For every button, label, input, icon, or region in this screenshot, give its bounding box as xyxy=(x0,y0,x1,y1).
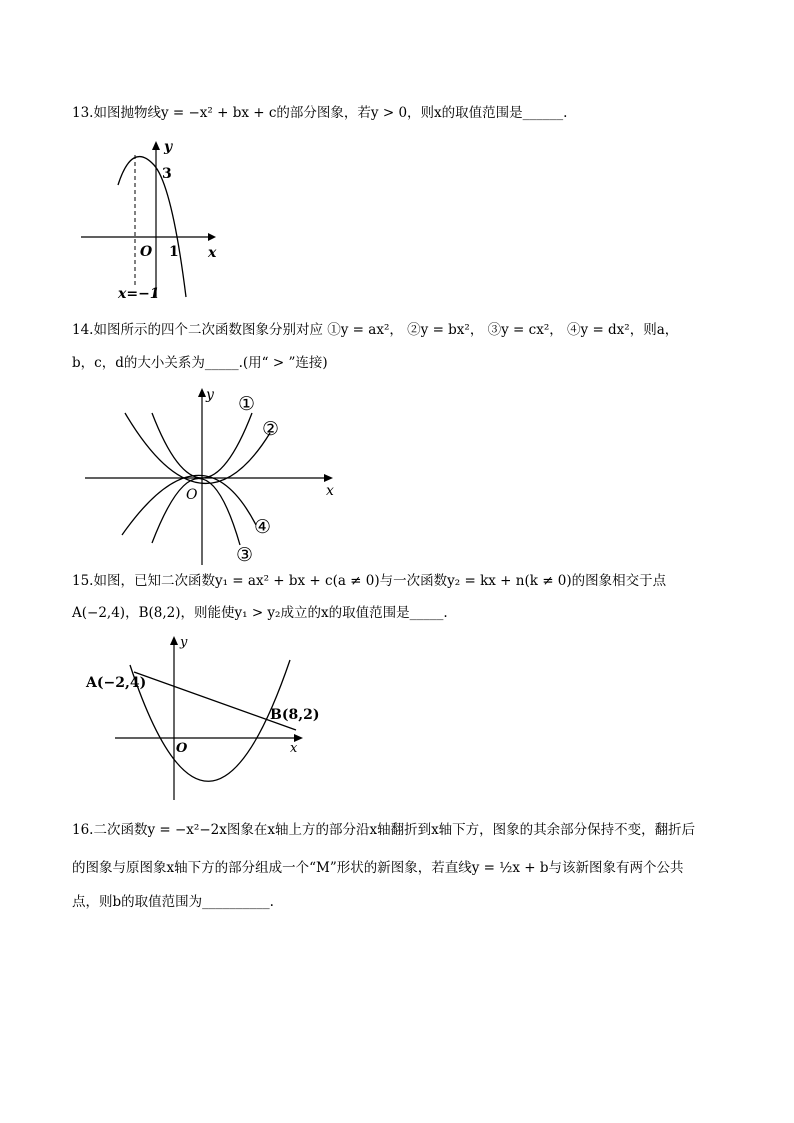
q14-label-3: ③ xyxy=(236,544,254,566)
q13-x-label: x xyxy=(208,245,217,261)
q13-y-intercept-label: 3 xyxy=(162,166,172,182)
q13-y-label: y xyxy=(164,139,173,155)
q15-point-b-label: B(8,2) xyxy=(270,707,320,723)
q13-parabola xyxy=(118,157,186,297)
q13-origin-label: O xyxy=(140,244,153,260)
q15-y-arrow xyxy=(170,636,178,645)
q15-text-line1: 15.如图，已知二次函数y₁ = ax² + bx + c(a ≠ 0)与一次函数y₂ = kx + n(k ≠ 0)的图象相交于点 xyxy=(72,573,667,589)
q15-origin-label: O xyxy=(176,741,188,756)
q15-y-label: y xyxy=(180,635,188,650)
q16-text-line3: 点，则b的取值范围为__________. xyxy=(72,894,274,910)
q15-point-a-label: A(−2,4) xyxy=(86,675,147,691)
q14-figure xyxy=(80,383,350,568)
q15-x-label: x xyxy=(290,741,298,756)
q15-text-line2: A(−2,4)，B(8,2)，则能使y₁ > y₂成立的x的取值范围是_____. xyxy=(72,605,448,621)
q14-curve-4 xyxy=(122,475,256,535)
q13-text: 13.如图抛物线y = −x² + bx + c的部分图象，若y > 0，则x的取值范围是______. xyxy=(72,105,568,121)
q14-text-line2: b，c，d的大小关系为_____.(用“ > ”连接) xyxy=(72,355,328,371)
q14-origin-label: O xyxy=(186,487,198,503)
q16-text-line2: 的图象与原图象x轴下方的部分组成一个“M”形状的新图象，若直线y = ½x + b与该新图象有两个公共 xyxy=(72,860,684,876)
q14-x-arrow xyxy=(324,474,333,482)
q15-figure xyxy=(82,630,322,805)
q14-y-label: y xyxy=(206,387,214,403)
q13-axis-line-label: x=−1 xyxy=(118,286,160,302)
q14-label-2: ② xyxy=(262,418,280,440)
q14-y-arrow xyxy=(198,388,206,397)
q13-figure xyxy=(74,137,234,303)
q16-text-line1: 16.二次函数y = −x²−2x图象在x轴上方的部分沿x轴翻折到x轴下方，图象的其余部分保持不变，翻折后 xyxy=(72,822,696,838)
q14-label-1: ① xyxy=(238,393,256,415)
q14-x-label: x xyxy=(326,483,334,499)
q14-text-line1: 14.如图所示的四个二次函数图象分别对应 ①y = ax²， ②y = bx²， ③y = cx²， ④y = dx²，则a， xyxy=(72,322,679,338)
q14-label-4: ④ xyxy=(254,516,272,538)
q13-y-arrow xyxy=(152,141,160,150)
q13-tick-label: 1 xyxy=(169,244,179,260)
q13-x-arrow xyxy=(208,233,216,241)
q15-parabola xyxy=(130,660,290,781)
